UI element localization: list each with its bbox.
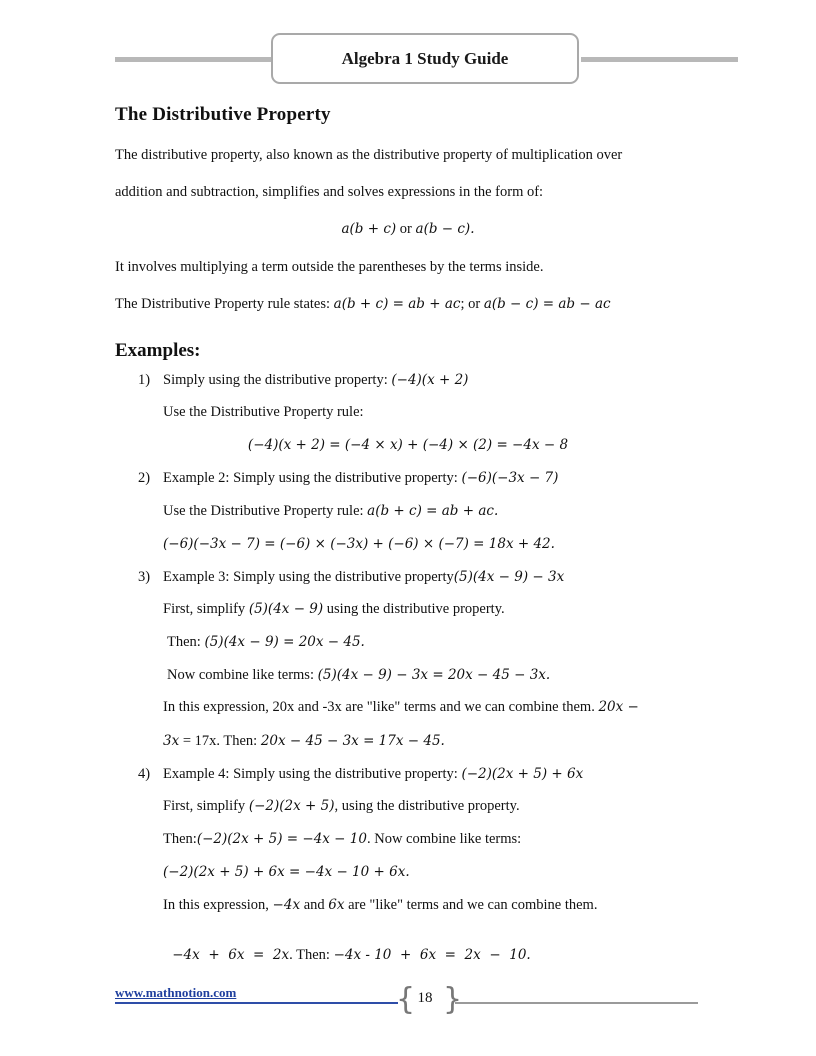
section-title: The Distributive Property <box>115 104 331 125</box>
example-2-expr: (−6)(−3x − 7) <box>461 470 559 486</box>
example-4-line-5-c: are "like" terms and we can combine them. <box>344 897 598 913</box>
header-title-box <box>271 33 579 84</box>
example-4-line-6 <box>165 930 531 964</box>
example-4-number: 4) <box>138 766 151 782</box>
examples-title: Examples: <box>115 340 201 361</box>
header-rule-right <box>581 57 738 62</box>
example-3-line-4-a: Now combine like terms: <box>167 667 318 683</box>
example-4-line-1 <box>163 766 583 783</box>
example-3-number: 3) <box>138 569 151 585</box>
intro-line-2: addition and subtraction, simplifies and solves expressions in the form of: <box>115 184 544 200</box>
example-2-number: 2) <box>138 470 151 486</box>
example-4-line-3-b: . Now combine like terms: <box>366 831 522 847</box>
example-3-line-6-expr-b: 20x − 45 − 3x = 17x − 45. <box>260 733 445 749</box>
footer-website-link[interactable]: www.mathnotion.com <box>115 985 237 1000</box>
example-4-line-2 <box>163 798 520 815</box>
example-4-line-5-e1: −4x <box>272 897 301 913</box>
example-1-text: Simply using the distributive property: <box>163 372 392 388</box>
footer-brace-open: { <box>396 982 416 1017</box>
example-4-line-3-a: Then: <box>163 831 197 847</box>
example-4-line-5-a: In this expression, <box>163 897 273 913</box>
example-3-line-2-a: First, simplify <box>163 601 249 617</box>
example-1-solution: (−4)(x + 2) = (−4 × x) + (−4) × (2) = −4x − 8 <box>247 437 569 453</box>
example-4-line-3 <box>163 831 521 848</box>
footer-brace-close: } <box>443 982 463 1017</box>
example-4-line-4 <box>163 864 410 881</box>
example-3-line-5 <box>163 699 639 716</box>
example-3-line-3-expr: (5)(4x − 9) = 20x − 45. <box>204 634 365 650</box>
example-4-line-5 <box>163 897 597 914</box>
example-3-line-6 <box>163 733 445 750</box>
example-1-number: 1) <box>138 372 151 388</box>
example-3-line-6-expr-a: 3x <box>163 733 180 749</box>
form-a: a(b + c) <box>341 221 397 237</box>
form-or: or <box>396 221 416 237</box>
example-3-line-4-expr: (5)(4x − 9) − 3x = 20x − 45 − 3x. <box>317 667 551 683</box>
example-1-line-3 <box>0 437 816 454</box>
rule-expr-1: a(b + c) = ab + ac <box>333 296 461 312</box>
example-4-line-6-text: . Then: <box>289 947 334 963</box>
example-2-line-3 <box>163 536 555 553</box>
header-rule-left <box>115 57 272 62</box>
example-2-rule-expr: a(b + c) = ab + ac. <box>367 503 499 519</box>
example-4-line-2-a: First, simplify <box>163 798 249 814</box>
example-2-text: Example 2: Simply using the distributive property: <box>163 470 462 486</box>
example-4-text: Example 4: Simply using the distributive property: <box>163 766 462 782</box>
example-2-line-1 <box>163 470 558 487</box>
example-3-line-5-a: In this expression, 20x and -3x are "like" terms and we can combine them. <box>163 699 599 715</box>
intro-line-1: The distributive property, also known as the distributive property of multiplication over <box>115 147 623 163</box>
form-expressions <box>0 221 816 238</box>
example-4-line-6-e1: −4x + 6x = 2x <box>172 947 290 963</box>
example-1-line-1 <box>163 372 468 389</box>
example-2-rule-text: Use the Distributive Property rule: <box>163 503 368 519</box>
rule-expr-2: a(b − c) = ab − ac <box>483 296 611 312</box>
example-2-line-2 <box>163 503 498 520</box>
example-4-line-5-b: and <box>300 897 329 913</box>
example-4-line-4-expr: (−2)(2x + 5) + 6x = −4x − 10 + 6x. <box>163 864 410 880</box>
example-3-line-2-expr: (5)(4x − 9) <box>248 601 324 617</box>
example-4-line-5-e2: 6x <box>328 897 345 913</box>
example-2-solution: (−6)(−3x − 7) = (−6) × (−3x) + (−6) × (−7) = 18x + 42. <box>163 536 555 552</box>
example-3-text: Example 3: Simply using the distributive property <box>163 569 454 585</box>
rule-text: The Distributive Property rule states: <box>115 296 334 312</box>
example-3-line-3 <box>167 634 365 651</box>
example-3-line-6-text: = 17x. Then: <box>179 733 261 749</box>
example-3-line-4 <box>167 667 550 684</box>
example-3-line-5-expr: 20x − <box>598 699 639 715</box>
example-1-expr: (−4)(x + 2) <box>391 372 469 388</box>
example-3-line-2-b: using the distributive property. <box>323 601 505 617</box>
example-3-expr: (5)(4x − 9) − 3x <box>453 569 565 585</box>
rule-line <box>115 296 611 313</box>
example-3-line-2 <box>163 601 505 618</box>
example-3-line-1 <box>163 569 564 586</box>
footer-rule-right <box>455 1002 698 1004</box>
example-3-line-3-a: Then: <box>167 634 205 650</box>
footer-rule-left <box>115 1002 398 1004</box>
example-4-line-6-e2: −4x - 10 + 6x = 2x − 10. <box>333 947 531 963</box>
involves-line: It involves multiplying a term outside the parentheses by the terms inside. <box>115 259 544 275</box>
rule-sep: ; or <box>460 296 484 312</box>
example-4-line-3-expr: (−2)(2x + 5) = −4x − 10 <box>196 831 367 847</box>
example-1-line-2: Use the Distributive Property rule: <box>163 404 364 420</box>
example-4-line-2-b: , using the distributive property. <box>334 798 520 814</box>
header-title: Algebra 1 Study Guide <box>341 48 509 68</box>
form-b: a(b − c). <box>415 221 475 237</box>
example-4-expr: (−2)(2x + 5) + 6x <box>461 766 584 782</box>
page-number: 18 <box>417 990 433 1006</box>
example-4-line-2-expr: (−2)(2x + 5) <box>248 798 335 814</box>
